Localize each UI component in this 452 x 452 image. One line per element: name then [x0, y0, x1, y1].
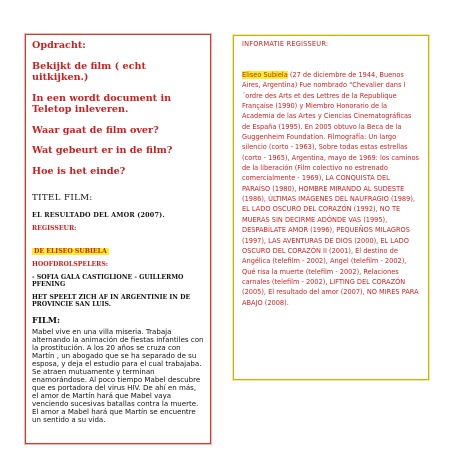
- assignment-heading: Opdracht:: [32, 40, 86, 51]
- film-label: FILM:: [32, 314, 61, 325]
- cast-value: - SOFIA GALA CASTIGLIONE - GUILLERMO PFENING: [32, 274, 184, 289]
- assignment-panel: [25, 34, 211, 444]
- director-value: DE ELISEO SUBIELA: [34, 248, 107, 255]
- director-info-panel: [233, 35, 429, 380]
- director-info-title: INFORMATIE REGISSEUR:: [242, 40, 329, 48]
- setting-text: HET SPEELT ZICH AF IN ARGENTINIE IN DE PROVINCIE SAN LUIS.: [32, 293, 191, 309]
- question-about: Waar gaat de film over?: [32, 124, 159, 136]
- film-title-value: EL RESULTADO DEL AMOR (2007).: [32, 211, 165, 219]
- director-bio-text: (27 de diciembre de 1944, Buenos Aires, Argentina) Fue nombrado “Chevalier dans l´ordre des Arts et des Lettres de la Republique Française (1990) y Miembro Honorario de la Academia de las Artes y Ciencias Cinematográficas de España (1995). En 2005 obtuvo la Beca de la Guggenheim Foundation. Filmografía: Un largo silencio (corto - 1963), Sobre todas estas estrellas (corto - 1965), Argentina, mayo de 1969: los caminos de la liberación (Film colectivo no estrenado comercialmente - 1969), LA CONQUISTA DEL PARAÍSO (1980), HOMBRE MIRANDO AL SUDESTE (1986), ÚLTIMAS IMÁGENES DEL NAUFRAGIO (1989), EL LADO OSCURO DEL CORAZÓN (1992), NO TE MUERAS SIN DECIRME ADÓNDE VAS (1995), DESPABÍLATE AMOR (1996), PEQUEÑOS MILAGROS (1997), LAS AVENTURAS DE DIOS (2000), EL LADO OSCURO DEL CORAZÓN II (2001), El destino de Angélica (telefilm - 2002), Angel (telefilm - 2002), Qué risa la muerte (telefilm - 2002), Relaciones carnales (telefilm - 2002), LIFTING DEL CORAZÓN (2005), El resultado del amor (2007), NO MIRES PARA ABAJO (2008).: [242, 71, 419, 307]
- question-ending: Hoe is het einde?: [32, 165, 126, 177]
- director-bio: [242, 70, 420, 308]
- film-title-label: TITEL FILM:: [32, 193, 93, 203]
- question-happens: Wat gebeurt er in de film?: [32, 145, 173, 156]
- question-watch-film: Bekijkt de film ( echt uitkijken.): [32, 60, 146, 83]
- director-label: REGISSEUR:: [32, 225, 77, 232]
- director-name-highlight: Eliseo Subiela: [242, 71, 288, 79]
- question-submit-document: In een wordt document in Teletop inleveren.: [32, 92, 172, 115]
- film-synopsis: Mabel vive en una villa miseria. Trabaja alternando la animación de fiestas infantiles con la prostitución. A los 20 años se cruza con Martín , un abogado que se ha separado de su esposa, y deja el estudio para el cual trabajaba. Se atraen mutuamente y terminan enamorándose. Al poco tiempo Mabel descubre que es portadora del virus HIV. De ahí en más, el amor de Martín hará que Mabel vaya venciendo sucesivas batallas contra la muerte. El amor a Mabel hará que Martín se encuentre un sentido a su vida.: [32, 326, 204, 425]
- cast-label: HOOFDROLSPELERS:: [32, 261, 109, 268]
